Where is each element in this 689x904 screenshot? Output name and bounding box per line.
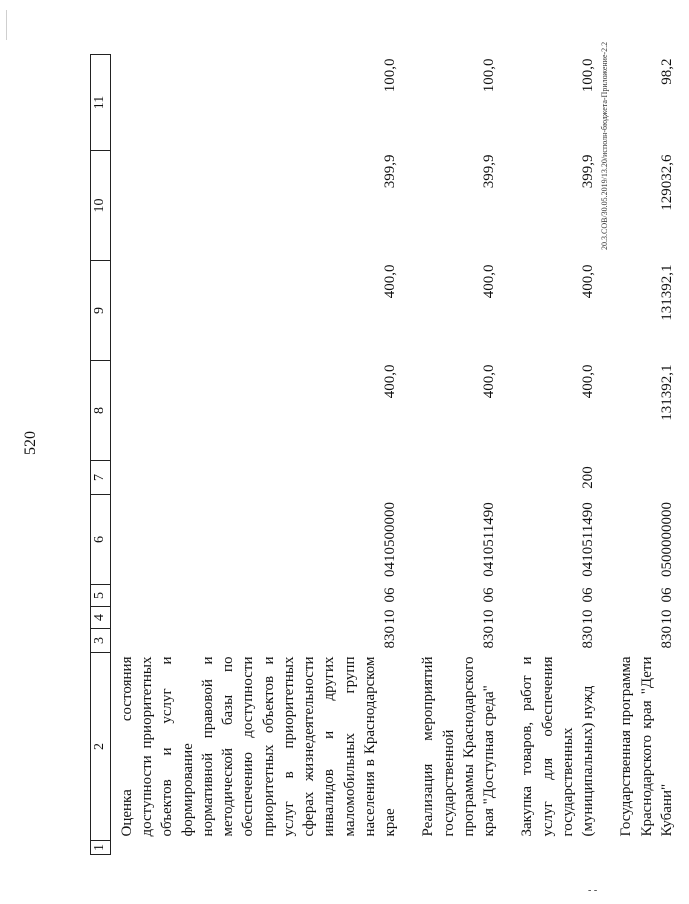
ministry-code-cell: 830: [382, 626, 399, 649]
column-header: 11: [91, 55, 111, 151]
subsection-cell: 06: [382, 587, 399, 603]
row-name-cell: Оценка состояния доступности приоритетных объектов и услуг и формирование нормативной правовой и методической базы по обеспечению доступности приоритетных объектов и услуг в приоритетных сферах жизнедеятельности инвалидов и других маломобильных групп населения в Краснодарском крае: [118, 656, 399, 837]
section-cell: 10: [481, 609, 498, 625]
ministry-code-cell: 830: [481, 626, 498, 649]
column-header: 7: [91, 461, 111, 495]
table-row: [610, 55, 689, 855]
row-name-cell: Закупка товаров, работ и услуг для обеспечения государственных (муниципальных) нужд: [519, 656, 597, 837]
value-cell: 399,9: [580, 154, 597, 189]
percent-cell: 98,2: [658, 58, 675, 85]
table-row: [110, 55, 412, 855]
column-header: 4: [91, 607, 111, 629]
column-header: 9: [91, 261, 111, 361]
value-cell: 400,0: [481, 264, 498, 299]
value-cell: 400,0: [580, 364, 597, 399]
scan-edge-mark: [6, 10, 7, 40]
subsection-cell: 06: [481, 587, 498, 603]
corner-mark: - -: [588, 885, 598, 896]
value-cell: 131392,1: [658, 264, 675, 321]
value-cell: 129032,6: [658, 154, 675, 211]
row-name-cell: Государственная программа Краснодарского края "Дети Кубани": [618, 656, 675, 837]
row-number-cell: [110, 841, 412, 855]
value-cell: 400,0: [580, 264, 597, 299]
value-cell: 399,9: [481, 154, 498, 189]
column-header: 5: [91, 585, 111, 607]
value-cell: 131392,1: [658, 364, 675, 421]
column-header: 2: [91, 653, 111, 841]
target-article-cell: 0500000000: [658, 502, 675, 577]
section-cell: 10: [382, 609, 399, 625]
table-header-row: [91, 55, 111, 855]
row-number-cell: [412, 841, 511, 855]
column-header: 8: [91, 361, 111, 461]
percent-cell: 100,0: [382, 58, 399, 93]
section-cell: 10: [580, 609, 597, 625]
percent-cell: 100,0: [481, 58, 498, 93]
value-cell: 400,0: [481, 364, 498, 399]
expense-type-cell: [610, 461, 689, 495]
ministry-code-cell: 830: [658, 626, 675, 649]
percent-cell: 100,0: [580, 58, 597, 93]
subsection-cell: 06: [658, 587, 675, 603]
budget-table: [90, 54, 689, 855]
value-cell: 400,0: [382, 264, 399, 299]
footer-file-code: 20.3.СОВ/30.05.2019/13.20/исполн-бюджета-Приложение-2.2: [600, 41, 609, 250]
row-name-cell: Реализация мероприятий государственной программы Краснодарского края "Доступная среда": [420, 656, 498, 837]
column-header: 10: [91, 151, 111, 261]
row-number-cell: [610, 841, 689, 855]
page-number: 520: [22, 431, 39, 455]
expense-type-cell: [412, 461, 511, 495]
value-cell: 399,9: [382, 154, 399, 189]
column-header: 3: [91, 629, 111, 653]
value-cell: 400,0: [382, 364, 399, 399]
target-article-cell: 0410511490: [580, 502, 597, 577]
target-article-cell: 0410500000: [382, 502, 399, 577]
table-row: [511, 55, 610, 855]
column-header: 1: [91, 841, 111, 855]
expense-type-cell: [110, 461, 412, 495]
row-number-cell: [511, 841, 610, 855]
subsection-cell: 06: [580, 587, 597, 603]
table-row: [412, 55, 511, 855]
expense-type-cell: 200: [580, 466, 597, 489]
section-cell: 10: [658, 609, 675, 625]
target-article-cell: 0410511490: [481, 502, 498, 577]
ministry-code-cell: 830: [580, 626, 597, 649]
column-header: 6: [91, 495, 111, 585]
